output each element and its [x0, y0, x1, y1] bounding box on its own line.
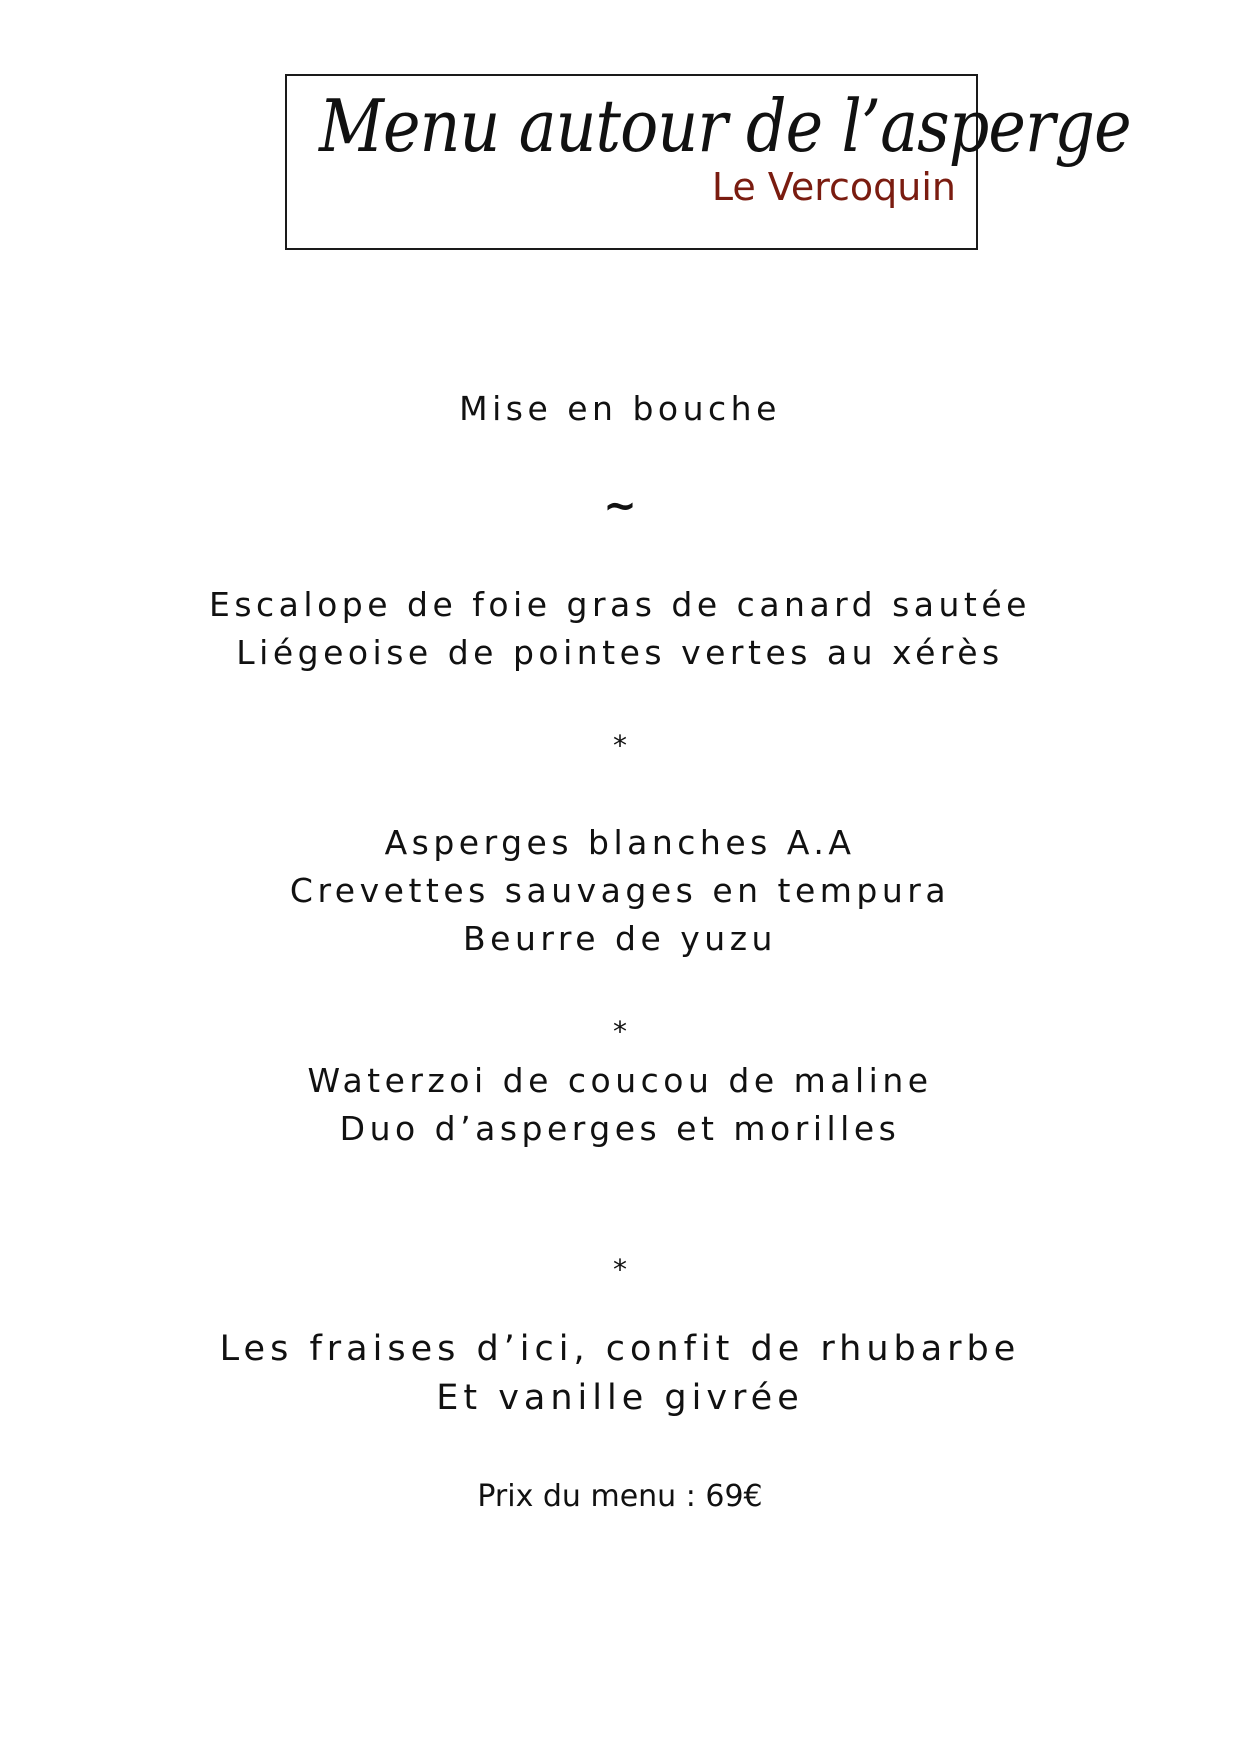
course-2-line-2: Liégeoise de pointes vertes au xérès: [236, 633, 1004, 672]
course-1-line-1: Mise en bouche: [459, 389, 781, 428]
separator-tilde: ~: [603, 483, 637, 529]
separator-asterisk-2: *: [613, 1015, 627, 1048]
course-3-line-2: Crevettes sauvages en tempura: [289, 871, 951, 910]
separator-asterisk-1: *: [613, 729, 627, 762]
course-3-line-1: Asperges blanches A.A: [384, 823, 856, 862]
course-5-line-2: Et vanille givrée: [436, 1378, 804, 1418]
course-2-line-1: Escalope de foie gras de canard sautée: [209, 585, 1031, 624]
menu-price: Prix du menu : 69€: [477, 1479, 763, 1514]
menu-title-box: [285, 74, 1131, 250]
course-5-line-1: Les fraises d’ici, confit de rhubarbe: [219, 1329, 1021, 1369]
separator-asterisk-3: *: [613, 1253, 627, 1286]
menu-title: Menu autour de l’asperge: [319, 84, 1131, 168]
course-4-line-2: Duo d’asperges et morilles: [339, 1109, 901, 1148]
course-3-line-3: Beurre de yuzu: [463, 919, 777, 958]
course-4-line-1: Waterzoi de coucou de maline: [307, 1061, 933, 1100]
restaurant-name: Le Vercoquin: [711, 165, 956, 209]
